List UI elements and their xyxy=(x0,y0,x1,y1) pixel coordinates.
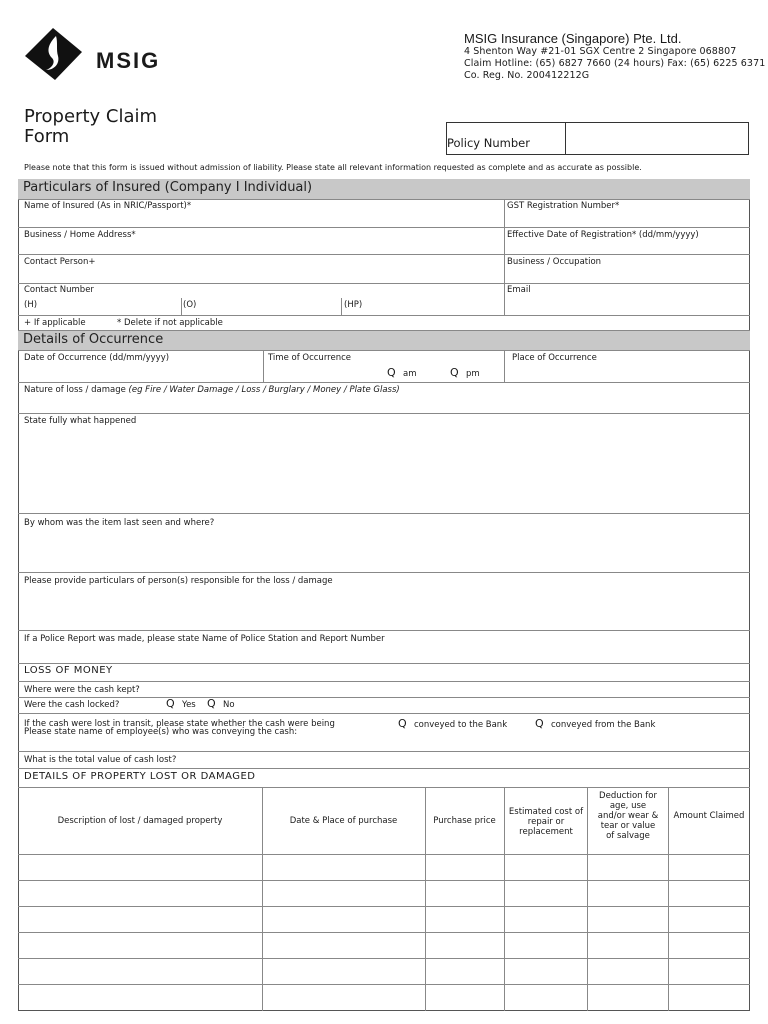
police-report-label: If a Police Report was made, please state Name of Police Station and Report Number xyxy=(24,634,385,644)
from-bank-radio-icon[interactable]: Q xyxy=(535,717,544,730)
total-cash-label: What is the total value of cash lost? xyxy=(24,755,177,765)
no-radio-icon[interactable]: Q xyxy=(207,697,216,710)
cash-locked-label: Were the cash locked? xyxy=(24,700,120,710)
phone-office-label: (O) xyxy=(183,300,197,310)
col-estimated-cost: Estimated cost of repair or replacement xyxy=(508,807,584,837)
delete-note: * Delete if not applicable xyxy=(117,318,223,328)
yes-label: Yes xyxy=(182,700,196,710)
phone-home-label: (H) xyxy=(24,300,38,310)
col-description: Description of lost / damaged property xyxy=(57,816,223,826)
section-occurrence-header: Details of Occurrence xyxy=(18,330,750,350)
name-of-insured-label: Name of Insured (As in NRIC/Passport)* xyxy=(24,201,192,211)
company-name: MSIG Insurance (Singapore) Pte. Ltd. xyxy=(464,31,682,46)
policy-number-field[interactable] xyxy=(566,123,748,154)
to-bank-radio-icon[interactable]: Q xyxy=(398,717,407,730)
contact-number-label: Contact Number xyxy=(24,285,94,295)
claim-form xyxy=(18,179,750,1011)
if-applicable-note: + If applicable xyxy=(24,318,86,328)
transit-label: If the cash were lost in transit, please state whether the cash were being xyxy=(24,719,335,729)
to-bank-label: conveyed to the Bank xyxy=(414,720,508,730)
contact-person-label: Contact Person+ xyxy=(24,257,96,267)
company-reg: Co. Reg. No. 200412212G xyxy=(464,70,590,81)
company-hotline: Claim Hotline: (65) 6827 7660 (24 hours) Fax: (65) 6225 6371 xyxy=(464,58,766,69)
msig-logo-icon xyxy=(22,26,84,82)
effective-date-label: Effective Date of Registration* (dd/mm/yyyy) xyxy=(507,230,699,240)
persons-responsible-label: Please provide particulars of person(s) responsible for the loss / damage xyxy=(24,576,333,586)
logo-text: MSIG xyxy=(96,48,161,73)
place-of-occurrence-label: Place of Occurrence xyxy=(512,353,597,363)
employee-label: Please state name of employee(s) who was conveying the cash: xyxy=(24,727,298,737)
col-deduction: Deduction for age, use and/or wear & tear or value of salvage xyxy=(597,791,659,841)
email-label: Email xyxy=(507,285,531,295)
company-address: 4 Shenton Way #21-01 SGX Centre 2 Singapore 068807 xyxy=(464,46,737,57)
am-label: am xyxy=(403,369,417,379)
col-amount-claimed: Amount Claimed xyxy=(673,811,745,821)
time-of-occurrence-label: Time of Occurrence xyxy=(268,353,351,363)
am-radio-icon[interactable]: Q xyxy=(387,366,396,379)
pm-label: pm xyxy=(466,369,480,379)
property-header: DETAILS OF PROPERTY LOST OR DAMAGED xyxy=(24,771,256,782)
pm-radio-icon[interactable]: Q xyxy=(450,366,459,379)
notice-text: Please note that this form is issued without admission of liability. Please state all relevant information requested as complete and as accurate as possible. xyxy=(24,163,642,172)
address-label: Business / Home Address* xyxy=(24,230,136,240)
date-of-occurrence-label: Date of Occurrence (dd/mm/yyyy) xyxy=(24,353,170,363)
loss-of-money-header: LOSS OF MONEY xyxy=(24,665,113,676)
no-label: No xyxy=(223,700,235,710)
yes-radio-icon[interactable]: Q xyxy=(166,697,175,710)
gst-label: GST Registration Number* xyxy=(507,201,620,211)
col-date-place: Date & Place of purchase xyxy=(289,816,398,826)
what-happened-label: State fully what happened xyxy=(24,416,137,426)
policy-number-label: Policy Number xyxy=(447,136,530,150)
last-seen-label: By whom was the item last seen and where? xyxy=(24,518,215,528)
nature-of-loss-label: Nature of loss / damage (eg Fire / Water Damage / Loss / Burglary / Money / Plate Glass) xyxy=(24,385,400,395)
phone-mobile-label: (HP) xyxy=(344,300,363,310)
cash-kept-label: Where were the cash kept? xyxy=(24,685,140,695)
occupation-label: Business / Occupation xyxy=(507,257,602,267)
form-title: Property Claim Form xyxy=(24,106,158,147)
col-purchase-price: Purchase price xyxy=(433,816,496,826)
from-bank-label: conveyed from the Bank xyxy=(551,720,656,730)
section-insured-header: Particulars of Insured (Company I Individual) xyxy=(18,179,750,199)
